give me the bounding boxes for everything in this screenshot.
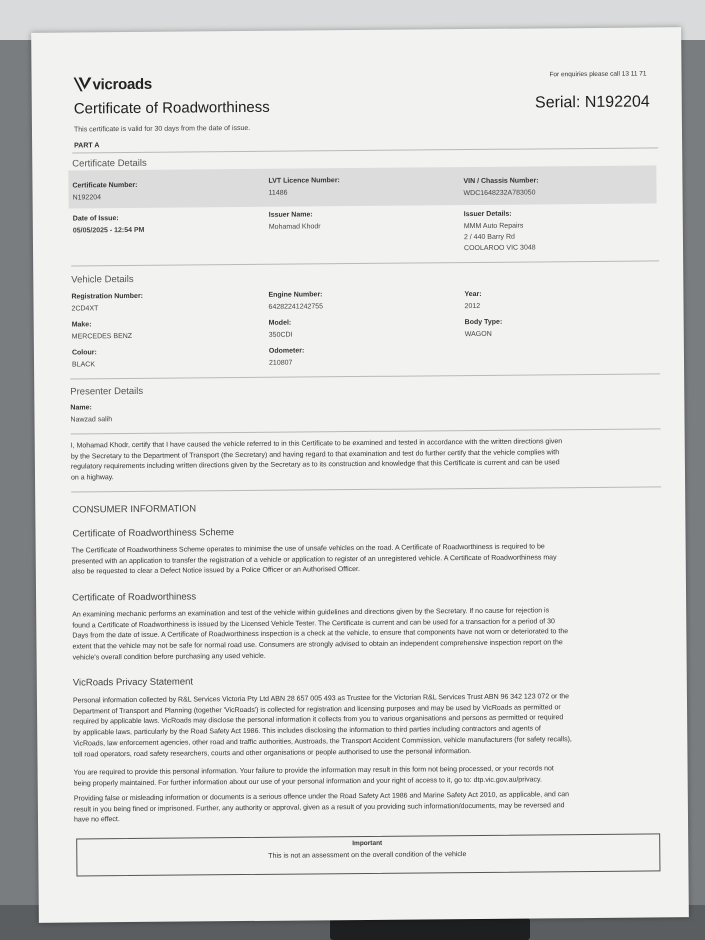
body-type-label: Body Type: <box>464 318 503 327</box>
date-of-issue-value: 05/05/2025 - 12:54 PM <box>72 226 145 235</box>
paragraph-line: extent that the vehicle may not be safe for normal road use. Consumers are strongly advised to obtain an independent comprehensive inspection report on the <box>72 639 563 651</box>
important-text: This is not an assessment on the overall condition of the vehicle <box>268 851 467 860</box>
privacy-paragraph-2 <box>74 763 666 790</box>
paragraph-line: toll road operators, road safety researchers, courts and other organisations or people authorised to use the personal information. <box>73 747 472 759</box>
issuer-details-line3: COOLAROO VIC 3048 <box>463 244 536 253</box>
paragraph-line: vehicle's overall condition before purchasing any used vehicle. <box>72 652 266 662</box>
body-type-value: WAGON <box>464 330 492 339</box>
divider <box>71 260 659 266</box>
paragraph-line: Providing false or misleading information or documents is a serious offence under the Road Safety Act 1986 and Marine Safety Act 2010, as applicable, and can <box>73 791 570 803</box>
paragraph-line: have no effect. <box>73 816 120 824</box>
logo-text: vicroads <box>92 75 152 94</box>
presenter-name-value: Nawzad salih <box>70 416 113 424</box>
paragraph-line: The Certificate of Roadworthiness Scheme operates to minimise the use of unsafe vehicles on the road. A Certificate of Roadworthiness is required to be <box>71 543 545 555</box>
certification-statement <box>71 436 663 484</box>
paragraph-line: being properly maintained. For further information about our use of your personal information and your right of access to it, go to: dtp.vic.gov.au/privacy. <box>73 776 542 788</box>
issuer-details-label: Issuer Details: <box>463 210 512 219</box>
serial-number: Serial: N192204 <box>534 93 650 112</box>
scheme-heading: Certificate of Roadworthiness Scheme <box>72 527 235 540</box>
divider <box>72 147 658 153</box>
consumer-information-heading: CONSUMER INFORMATION <box>72 503 197 516</box>
enquiries-text: For enquiries please call 13 11 71 <box>549 70 647 79</box>
issuer-details-line1: MMM Auto Repairs <box>463 222 524 231</box>
odometer-value: 210807 <box>268 359 293 367</box>
make-label: Make: <box>71 321 92 329</box>
paragraph-line: VicRoads, law enforcement agencies, other road and traffic authorities, Austroads, the Transport Accident Commission, vehicle manufacturers (for safety recalls), <box>73 735 572 748</box>
privacy-heading: VicRoads Privacy Statement <box>72 676 194 689</box>
lvt-licence-value: 11486 <box>268 189 288 197</box>
issuer-name-value: Mohamad Khodr <box>268 223 321 231</box>
year-label: Year: <box>464 290 482 299</box>
presenter-details-heading: Presenter Details <box>70 385 144 398</box>
colour-value: BLACK <box>71 361 96 369</box>
certificate-number-value: N192204 <box>72 194 102 202</box>
divider <box>71 486 661 492</box>
issuer-details-line2: 2 / 440 Barry Rd <box>463 233 515 242</box>
model-label: Model: <box>268 319 292 327</box>
certification-line: regulatory requirements including written directions given by the Secretary as to its construction and knowledge that this Certificate is current and can be used <box>70 459 560 471</box>
odometer-label: Odometer: <box>268 347 305 355</box>
paragraph-line: Days from the date of issue. A Certificate of Roadworthiness inspection is a check at the vehicle, to ensure that components have not worn or deteriorated to the <box>72 628 569 640</box>
year-value: 2012 <box>464 302 481 311</box>
privacy-paragraph-3 <box>74 789 666 826</box>
paragraph-line: You are required to provide this personal information. Your failure to provide the information may result in this form not being processed, or your records not <box>73 765 554 777</box>
make-value: MERCEDES BENZ <box>71 332 133 341</box>
certification-line: I, Mohamad Khodr, certify that I have caused the vehicle referred to in this Certificate to be examined and tested in accordance with the written directions given <box>70 438 563 450</box>
certificate-details-heading: Certificate Details <box>72 157 147 170</box>
vicroads-logo <box>74 76 152 94</box>
date-of-issue-label: Date of Issue: <box>72 215 119 223</box>
paragraph-line: result in you being fined or imprisoned. Further, any authority or approval, given as a result of you providing such information/documents, may be reversed and <box>73 801 565 814</box>
vicroads-chevron-icon <box>74 77 92 91</box>
divider <box>70 373 660 379</box>
paragraph-line: required by applicable laws. VicRoads may disclose the personal information it collects from you to various organisations and persons as permitted or required <box>73 714 564 726</box>
important-title: Important <box>352 839 383 848</box>
vehicle-details-heading: Vehicle Details <box>71 273 134 286</box>
certificate-paragraph <box>72 605 664 664</box>
registration-label: Registration Number: <box>71 292 144 301</box>
paragraph-line: found a Certificate of Roadworthiness is issued by the Licensed Vehicle Tester. The Certificate is current and can be used for a transaction for a period of 30 <box>72 618 555 630</box>
divider <box>71 428 661 434</box>
paragraph-line: also be requested to clear a Defect Notice issued by a Police Officer or an Authorised Officer. <box>71 566 360 576</box>
vin-label: VIN / Chassis Number: <box>463 177 539 186</box>
part-label: PART A <box>74 142 100 150</box>
certification-line: by the Secretary to the Department of Transport (the Secretary) and having regard to that examination and test do further certify that the vehicle complies with <box>70 448 560 461</box>
certificate-section-heading: Certificate of Roadworthiness <box>72 591 197 604</box>
privacy-paragraph-1 <box>73 691 666 760</box>
document-title: Certificate of Roadworthiness <box>73 98 270 118</box>
lvt-licence-label: LVT Licence Number: <box>268 177 340 185</box>
paragraph-line: Department of Transport and Planning (together 'VicRoads') is collected for registration and licensing purposes and may be used by VicRoads as permitted or <box>73 703 561 716</box>
paragraph-line: An examining mechanic performs an examination and test of the vehicle within guidelines and directions given by the Secretary. If no cause for rejection is <box>72 607 550 619</box>
certification-line: on a highway. <box>70 474 114 482</box>
registration-value: 2CD4XT <box>71 305 99 313</box>
issuer-name-label: Issuer Name: <box>268 211 313 219</box>
certificate-number-label: Certificate Number: <box>72 181 138 190</box>
paragraph-line: by applicable laws, particularly by the Road Safety Act 1986. This includes disclosing the information to third parties including contractors and agents of <box>73 725 541 737</box>
engine-number-value: 64282241242755 <box>268 303 324 311</box>
colour-label: Colour: <box>71 349 97 357</box>
presenter-name-label: Name: <box>70 404 92 412</box>
certificate-paper <box>31 27 689 923</box>
validity-note: This certificate is valid for 30 days from the date of issue. <box>73 124 251 134</box>
background-strap <box>330 918 530 940</box>
engine-number-label: Engine Number: <box>268 291 323 299</box>
certificate-details-band <box>68 165 656 208</box>
paragraph-line: Personal information collected by R&L Services Victoria Pty Ltd ABN 28 657 005 493 as Trustee for the Victorian R&L Services Trust ABN 96 342 123 072 or the <box>72 693 570 705</box>
vin-value: WDC1648232A783050 <box>463 189 536 198</box>
model-value: 350CDI <box>268 331 293 339</box>
paragraph-line: presented with an application to transfer the registration of a vehicle or application to register of an unregistered vehicle. A Certificate of Roadworthiness may <box>71 553 557 566</box>
scheme-paragraph <box>72 541 664 578</box>
